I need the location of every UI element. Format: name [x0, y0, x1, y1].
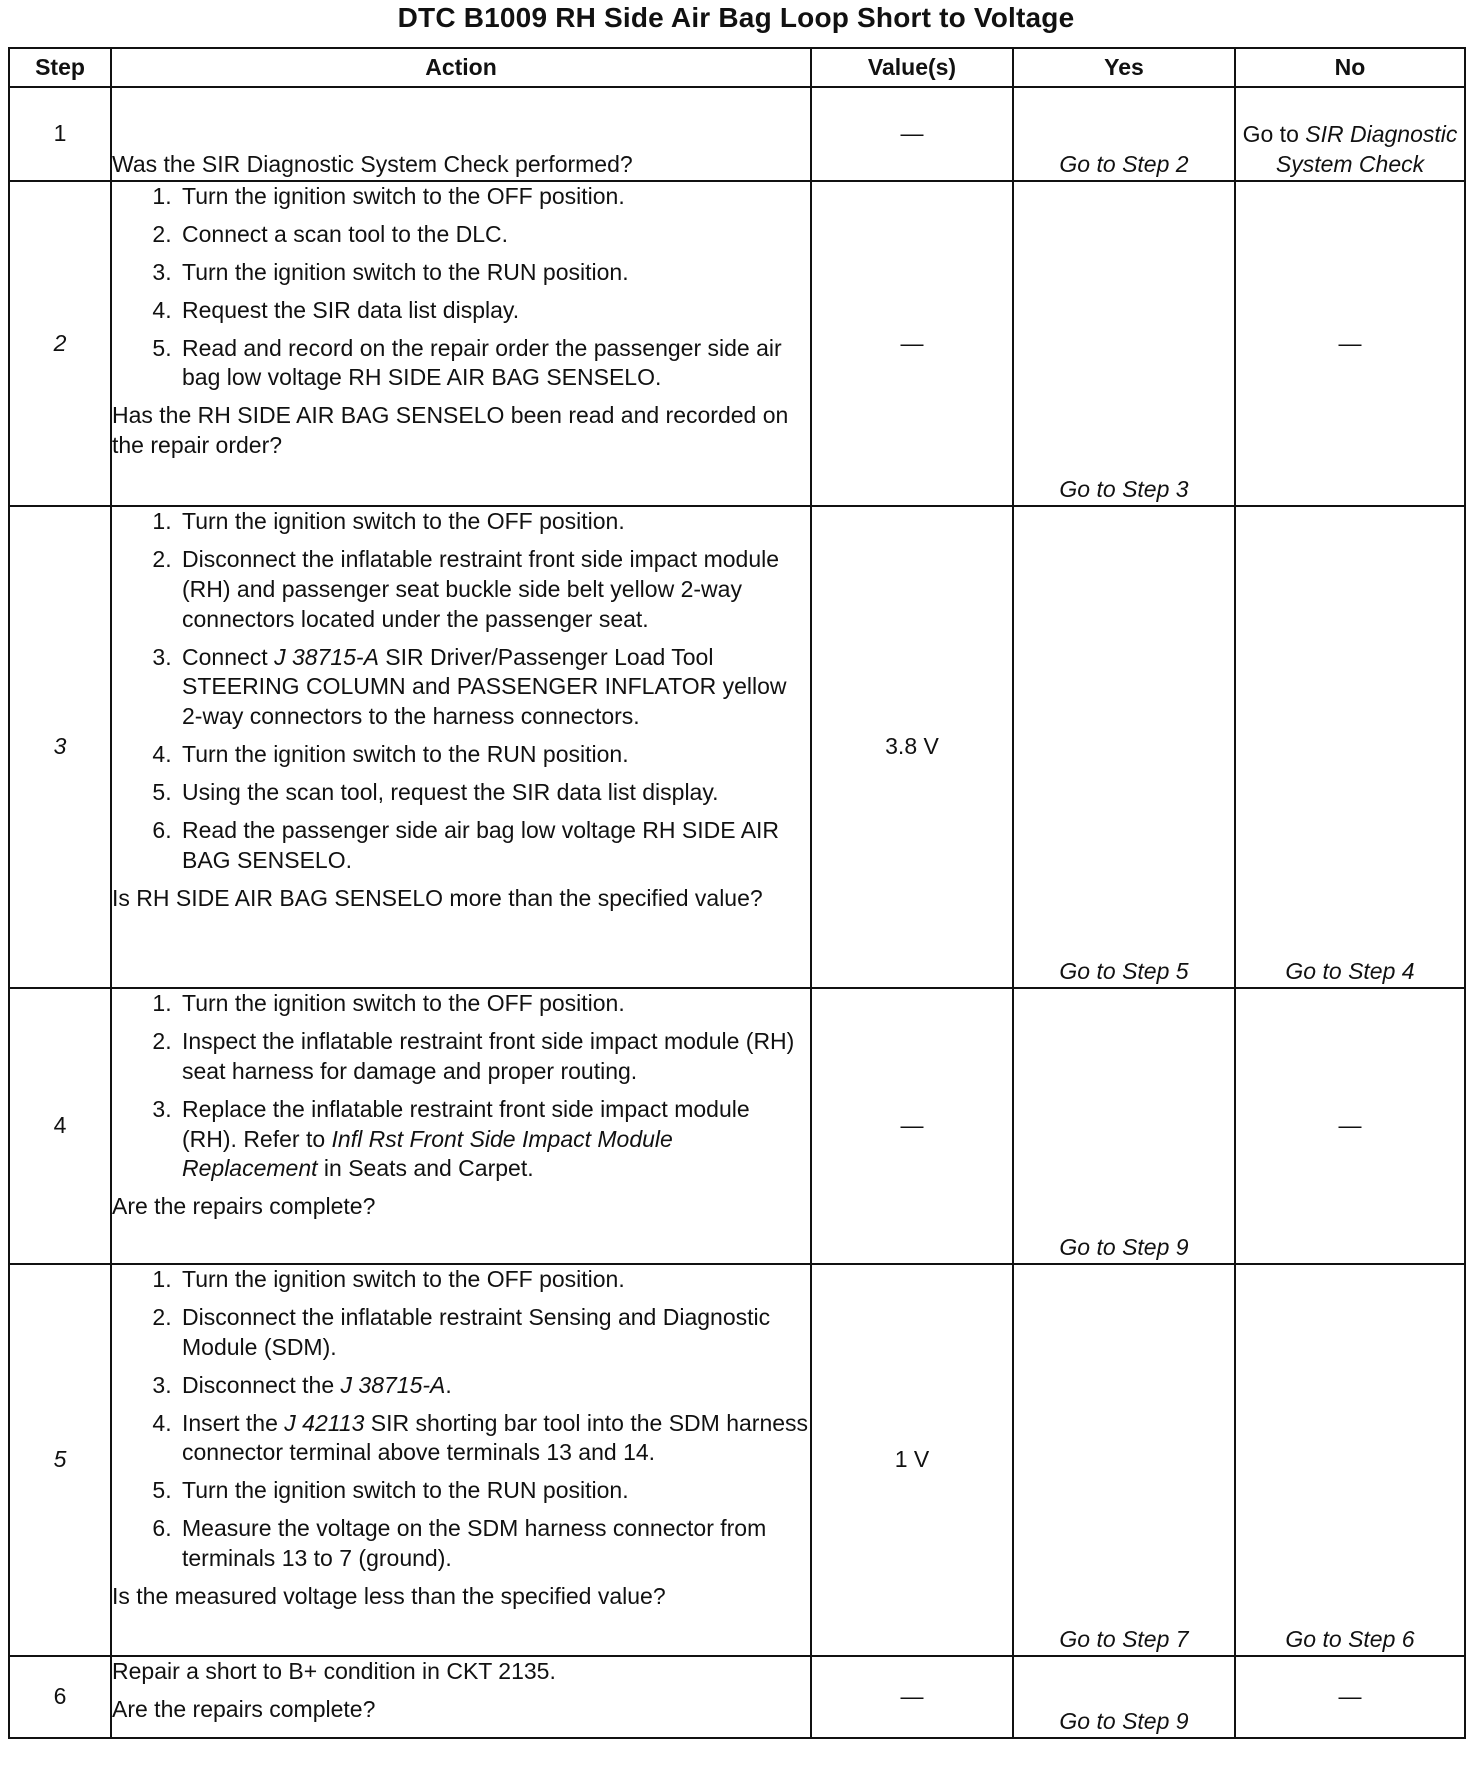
action-question: Are the repairs complete? [112, 1193, 376, 1220]
action-step [178, 1095, 810, 1185]
value-cell: — [811, 988, 1013, 1264]
action-cell [111, 1656, 811, 1738]
action-cell [111, 87, 811, 181]
yes-cell: Go to Step 2 [1013, 87, 1235, 181]
yes-cell: Go to Step 9 [1013, 1656, 1235, 1738]
procedure-reference: Infl Rst Front Side Impact Module Replacement [182, 1125, 673, 1182]
action-question: Is the measured voltage less than the specified value? [112, 1583, 666, 1610]
no-cell: — [1235, 988, 1465, 1264]
action-step-text: Disconnect the [182, 1371, 341, 1398]
action-steps [112, 989, 810, 1192]
action-step: 1. Turn the ignition switch to the OFF position. [178, 182, 810, 212]
action-step: 1. Turn the ignition switch to the OFF position. [178, 507, 810, 537]
header-values: Value(s) [811, 48, 1013, 87]
step-number: 5 [9, 1264, 111, 1656]
header-step: Step [9, 48, 111, 87]
table-row [9, 181, 1465, 506]
table-header-row [9, 48, 1465, 87]
action-question: Is RH SIDE AIR BAG SENSELO more than the specified value? [112, 884, 763, 911]
table-row [9, 1264, 1465, 1656]
action-question: Are the repairs complete? [112, 1695, 376, 1722]
action-instruction: Repair a short to B+ condition in CKT 2135. [112, 1658, 556, 1684]
action-step [178, 643, 810, 733]
step-number: 6 [9, 1656, 111, 1738]
page-title: DTC B1009 RH Side Air Bag Loop Short to Voltage [397, 2, 1075, 33]
action-cell [111, 506, 811, 988]
action-step-text: in Seats and Carpet. [317, 1155, 534, 1182]
action-step: 6. Read the passenger side air bag low voltage RH SIDE AIR BAG SENSELO. [178, 816, 810, 876]
table-row [9, 506, 1465, 988]
value-cell: — [811, 1656, 1013, 1738]
action-step [178, 1409, 810, 1469]
yes-cell: Go to Step 5 [1013, 506, 1235, 988]
value-cell: — [811, 87, 1013, 181]
value-cell: 1 V [811, 1264, 1013, 1656]
step-number: 4 [9, 988, 111, 1264]
step-number: 3 [9, 506, 111, 988]
yes-cell: Go to Step 9 [1013, 988, 1235, 1264]
action-step-text: Replace the inflatable restraint front side impact module (RH). Refer to [182, 1095, 750, 1152]
tool-reference: J 38715-A [274, 643, 379, 670]
action-steps [112, 182, 810, 401]
action-step: 4. Request the SIR data list display. [178, 296, 810, 326]
action-step-text: Insert the [182, 1409, 285, 1436]
action-step: 6. Measure the voltage on the SDM harness connector from terminals 13 to 7 (ground). [178, 1514, 810, 1574]
action-step-text: Connect [182, 643, 275, 670]
action-cell [111, 988, 811, 1264]
yes-cell: Go to Step 3 [1013, 181, 1235, 506]
action-step: 1. Turn the ignition switch to the OFF position. [178, 989, 810, 1019]
action-step: 5. Using the scan tool, request the SIR data list display. [178, 778, 810, 808]
action-step: 3. Turn the ignition switch to the RUN position. [178, 258, 810, 288]
action-step: 2. Inspect the inflatable restraint front side impact module (RH) seat harness for damage and proper routing. [178, 1027, 810, 1087]
tool-reference: J 38715-A [340, 1371, 446, 1398]
action-step: 1. Turn the ignition switch to the OFF position. [178, 1265, 810, 1295]
no-cell [1235, 87, 1465, 181]
action-step: 4. Turn the ignition switch to the RUN position. [178, 740, 810, 770]
no-cell: Go to Step 6 [1235, 1264, 1465, 1656]
action-step: 5. Read and record on the repair order the passenger side air bag low voltage RH SIDE AIR BAG SENSELO. [178, 334, 810, 394]
no-cell: Go to Step 4 [1235, 506, 1465, 988]
header-no: No [1235, 48, 1465, 87]
table-row [9, 87, 1465, 181]
action-step-text: SIR shorting bar tool into the SDM harness connector terminal above terminals 13 and 14. [182, 1409, 809, 1466]
no-cell: — [1235, 181, 1465, 506]
header-action: Action [111, 48, 811, 87]
diagnostic-table [8, 47, 1466, 1739]
table-row [9, 988, 1465, 1264]
no-cell: — [1235, 1656, 1465, 1738]
step-number: 1 [9, 87, 111, 181]
action-step: 2. Disconnect the inflatable restraint front side impact module (RH) and passenger seat buckle side belt yellow 2-way connectors located under the passenger seat. [178, 545, 810, 635]
action-step-text: . [445, 1371, 452, 1398]
action-step [178, 1371, 810, 1401]
action-step: 2. Connect a scan tool to the DLC. [178, 220, 810, 250]
action-question: Has the RH SIDE AIR BAG SENSELO been read and recorded on the repair order? [112, 402, 789, 459]
action-steps [112, 1265, 810, 1582]
action-step-text: SIR Driver/Passenger Load Tool STEERING COLUMN and PASSENGER INFLATOR yellow 2-way connectors to the harness connectors. [182, 643, 787, 730]
action-question: Was the SIR Diagnostic System Check performed? [112, 151, 633, 178]
action-cell [111, 1264, 811, 1656]
tool-reference: J 42113 [284, 1409, 365, 1436]
yes-cell: Go to Step 7 [1013, 1264, 1235, 1656]
header-yes: Yes [1013, 48, 1235, 87]
action-steps [112, 507, 810, 884]
no-reference: SIR Diagnostic System Check [1275, 121, 1458, 178]
action-cell [111, 181, 811, 506]
step-number: 2 [9, 181, 111, 506]
action-step: 5. Turn the ignition switch to the RUN position. [178, 1476, 810, 1506]
value-cell: 3.8 V [811, 506, 1013, 988]
table-row [9, 1656, 1465, 1738]
value-cell: — [811, 181, 1013, 506]
action-step: 2. Disconnect the inflatable restraint Sensing and Diagnostic Module (SDM). [178, 1303, 810, 1363]
no-prefix: Go to [1242, 121, 1306, 148]
